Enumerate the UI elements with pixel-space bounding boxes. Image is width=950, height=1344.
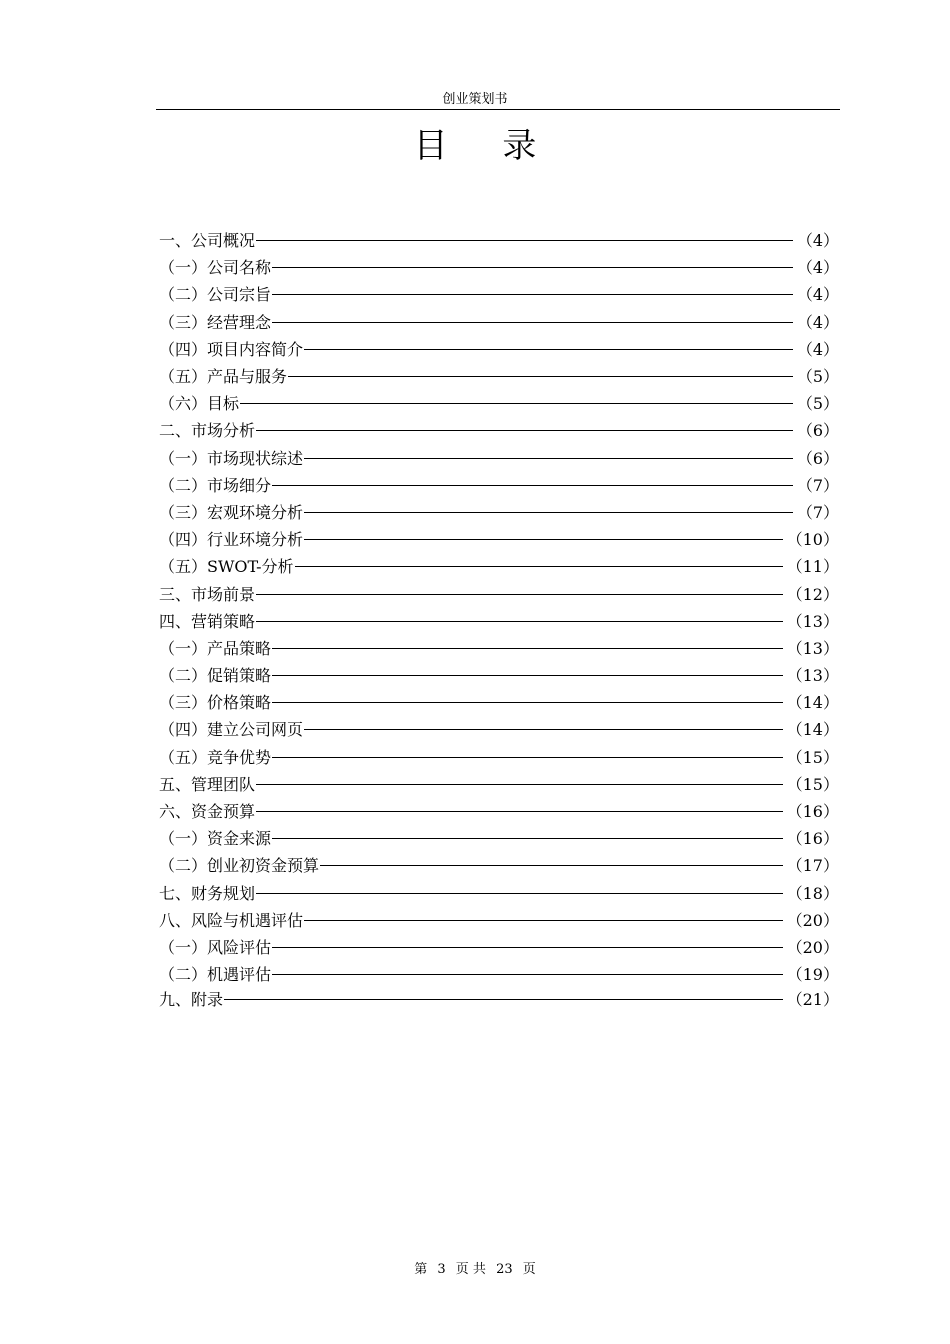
toc-leader-line — [272, 485, 793, 486]
toc-entry-page: （7） — [796, 502, 839, 522]
toc-entry-label: （三）宏观环境分析 — [159, 502, 304, 522]
toc-entry-label: 九、附录 — [159, 989, 224, 1009]
toc-entry-page: （4） — [796, 258, 839, 278]
toc-leader-line — [272, 974, 783, 975]
toc-entry-page: （14） — [786, 720, 839, 740]
toc-entry-label: （一）市场现状综述 — [159, 448, 304, 468]
toc-leader-line — [272, 648, 783, 649]
toc-entry[interactable] — [159, 308, 839, 335]
toc-entry-label: （三）经营理念 — [159, 312, 272, 332]
toc-leader-line — [272, 294, 793, 295]
toc-entry-label: 五、管理团队 — [159, 774, 256, 794]
toc-entry[interactable] — [159, 851, 839, 878]
toc-entry[interactable] — [159, 987, 839, 1009]
toc-entry-page: （18） — [786, 883, 839, 903]
toc-entry-label: （四）行业环境分析 — [159, 530, 304, 550]
page-title: 目 录 — [413, 126, 559, 166]
footer-total-pages: 23 — [496, 1262, 513, 1277]
toc-leader-line — [304, 729, 783, 730]
toc-entry-page: （4） — [796, 285, 839, 305]
toc-leader-line — [272, 675, 783, 676]
page-footer — [0, 1262, 950, 1278]
toc-entry[interactable] — [159, 879, 839, 906]
toc-entry-label: 一、公司概况 — [159, 231, 256, 251]
toc-entry-label: （五）产品与服务 — [159, 367, 288, 387]
toc-entry[interactable] — [159, 770, 839, 797]
toc-entry-label: （三）价格策略 — [159, 693, 272, 713]
toc-entry-label: （五）竞争优势 — [159, 747, 272, 767]
toc-entry-label: （二）市场细分 — [159, 475, 272, 495]
toc-leader-line — [320, 865, 783, 866]
toc-entry-label: 八、风险与机遇评估 — [159, 910, 304, 930]
toc-entry-label: 三、市场前景 — [159, 584, 256, 604]
toc-leader-line — [256, 784, 783, 785]
toc-entry[interactable] — [159, 607, 839, 634]
toc-entry-page: （13） — [786, 638, 839, 658]
toc-entry[interactable] — [159, 960, 839, 987]
toc-leader-line — [240, 403, 793, 404]
toc-entry[interactable] — [159, 280, 839, 307]
toc-leader-line — [304, 920, 783, 921]
toc-entry[interactable] — [159, 933, 839, 960]
toc-leader-line — [272, 947, 783, 948]
footer-prefix: 第 — [414, 1262, 428, 1277]
toc-leader-line — [304, 458, 793, 459]
toc-entry-label: （一）公司名称 — [159, 258, 272, 278]
toc-leader-line — [256, 811, 783, 812]
toc-entry-page: （14） — [786, 693, 839, 713]
toc-entry[interactable] — [159, 552, 839, 579]
toc-entry-page: （16） — [786, 802, 839, 822]
toc-entry-page: （5） — [796, 367, 839, 387]
toc-entry[interactable] — [159, 824, 839, 851]
toc-entry-page: （19） — [786, 965, 839, 985]
toc-entry-label: （一）风险评估 — [159, 937, 272, 957]
footer-current-page: 3 — [437, 1262, 446, 1277]
toc-entry-page: （7） — [796, 475, 839, 495]
toc-entry[interactable] — [159, 906, 839, 933]
toc-entry[interactable] — [159, 715, 839, 742]
toc-entry[interactable] — [159, 444, 839, 471]
toc-leader-line — [272, 757, 783, 758]
toc-entry[interactable] — [159, 661, 839, 688]
toc-leader-line — [256, 430, 793, 431]
toc-leader-line — [256, 893, 783, 894]
toc-entry[interactable] — [159, 525, 839, 552]
toc-entry-page: （5） — [796, 394, 839, 414]
toc-entry-page: （4） — [796, 339, 839, 359]
toc-entry-page: （12） — [786, 584, 839, 604]
toc-entry[interactable] — [159, 743, 839, 770]
footer-mid: 页 共 — [455, 1262, 486, 1277]
toc-leader-line — [304, 512, 793, 513]
toc-entry-label: （二）机遇评估 — [159, 965, 272, 985]
toc-entry[interactable] — [159, 362, 839, 389]
toc-entry-page: （15） — [786, 774, 839, 794]
toc-entry-page: （11） — [786, 557, 839, 577]
toc-leader-line — [256, 594, 783, 595]
header-rule — [156, 109, 840, 110]
toc-leader-line — [272, 702, 783, 703]
toc-leader-line — [304, 349, 793, 350]
footer-suffix: 页 — [522, 1262, 536, 1277]
toc-entry[interactable] — [159, 797, 839, 824]
toc-leader-line — [272, 322, 793, 323]
toc-entry-label: （六）目标 — [159, 394, 240, 414]
toc-entry[interactable] — [159, 335, 839, 362]
toc-entry-label: 二、市场分析 — [159, 421, 256, 441]
toc-leader-line — [224, 999, 783, 1000]
toc-entry-label: （四）建立公司网页 — [159, 720, 304, 740]
toc-entry[interactable] — [159, 416, 839, 443]
toc-entry-page: （6） — [796, 448, 839, 468]
toc-leader-line — [256, 240, 793, 241]
toc-entry-label: （二）促销策略 — [159, 666, 272, 686]
toc-leader-line — [295, 566, 783, 567]
toc-entry-page: （20） — [786, 910, 839, 930]
toc-entry-page: （15） — [786, 747, 839, 767]
toc-entry[interactable] — [159, 389, 839, 416]
toc-entry-label: （二）公司宗旨 — [159, 285, 272, 305]
toc-entry-label: （二）创业初资金预算 — [159, 856, 320, 876]
toc-entry-page: （21） — [786, 989, 839, 1009]
toc-entry[interactable] — [159, 253, 839, 280]
toc-entry-label: （一）产品策略 — [159, 638, 272, 658]
toc-leader-line — [272, 267, 793, 268]
toc-entry-page: （13） — [786, 666, 839, 686]
toc-leader-line — [272, 838, 783, 839]
toc-entry[interactable] — [159, 634, 839, 661]
toc-entry[interactable] — [159, 471, 839, 498]
toc-leader-line — [256, 621, 783, 622]
toc-entry-page: （13） — [786, 611, 839, 631]
toc-entry-label: 四、营销策略 — [159, 611, 256, 631]
toc-leader-line — [288, 376, 793, 377]
toc-entry-label: 六、资金预算 — [159, 802, 256, 822]
toc-entry-page: （10） — [786, 530, 839, 550]
toc-entry-label: （四）项目内容简介 — [159, 339, 304, 359]
toc-entry-label: （一）资金来源 — [159, 829, 272, 849]
toc-leader-line — [304, 539, 783, 540]
toc-entry-page: （4） — [796, 312, 839, 332]
toc-entry-page: （16） — [786, 829, 839, 849]
toc-entry-label: 七、财务规划 — [159, 883, 256, 903]
running-header: 创业策划书 — [442, 92, 508, 107]
toc-entry[interactable] — [159, 579, 839, 606]
toc-entry-page: （4） — [796, 231, 839, 251]
toc-entry-page: （17） — [786, 856, 839, 876]
toc-entry-page: （20） — [786, 937, 839, 957]
table-of-contents — [159, 226, 839, 1009]
toc-entry-page: （6） — [796, 421, 839, 441]
toc-entry[interactable] — [159, 498, 839, 525]
toc-entry-label: （五）SWOT-分析 — [159, 557, 294, 577]
toc-entry[interactable] — [159, 688, 839, 715]
toc-entry[interactable] — [159, 226, 839, 253]
